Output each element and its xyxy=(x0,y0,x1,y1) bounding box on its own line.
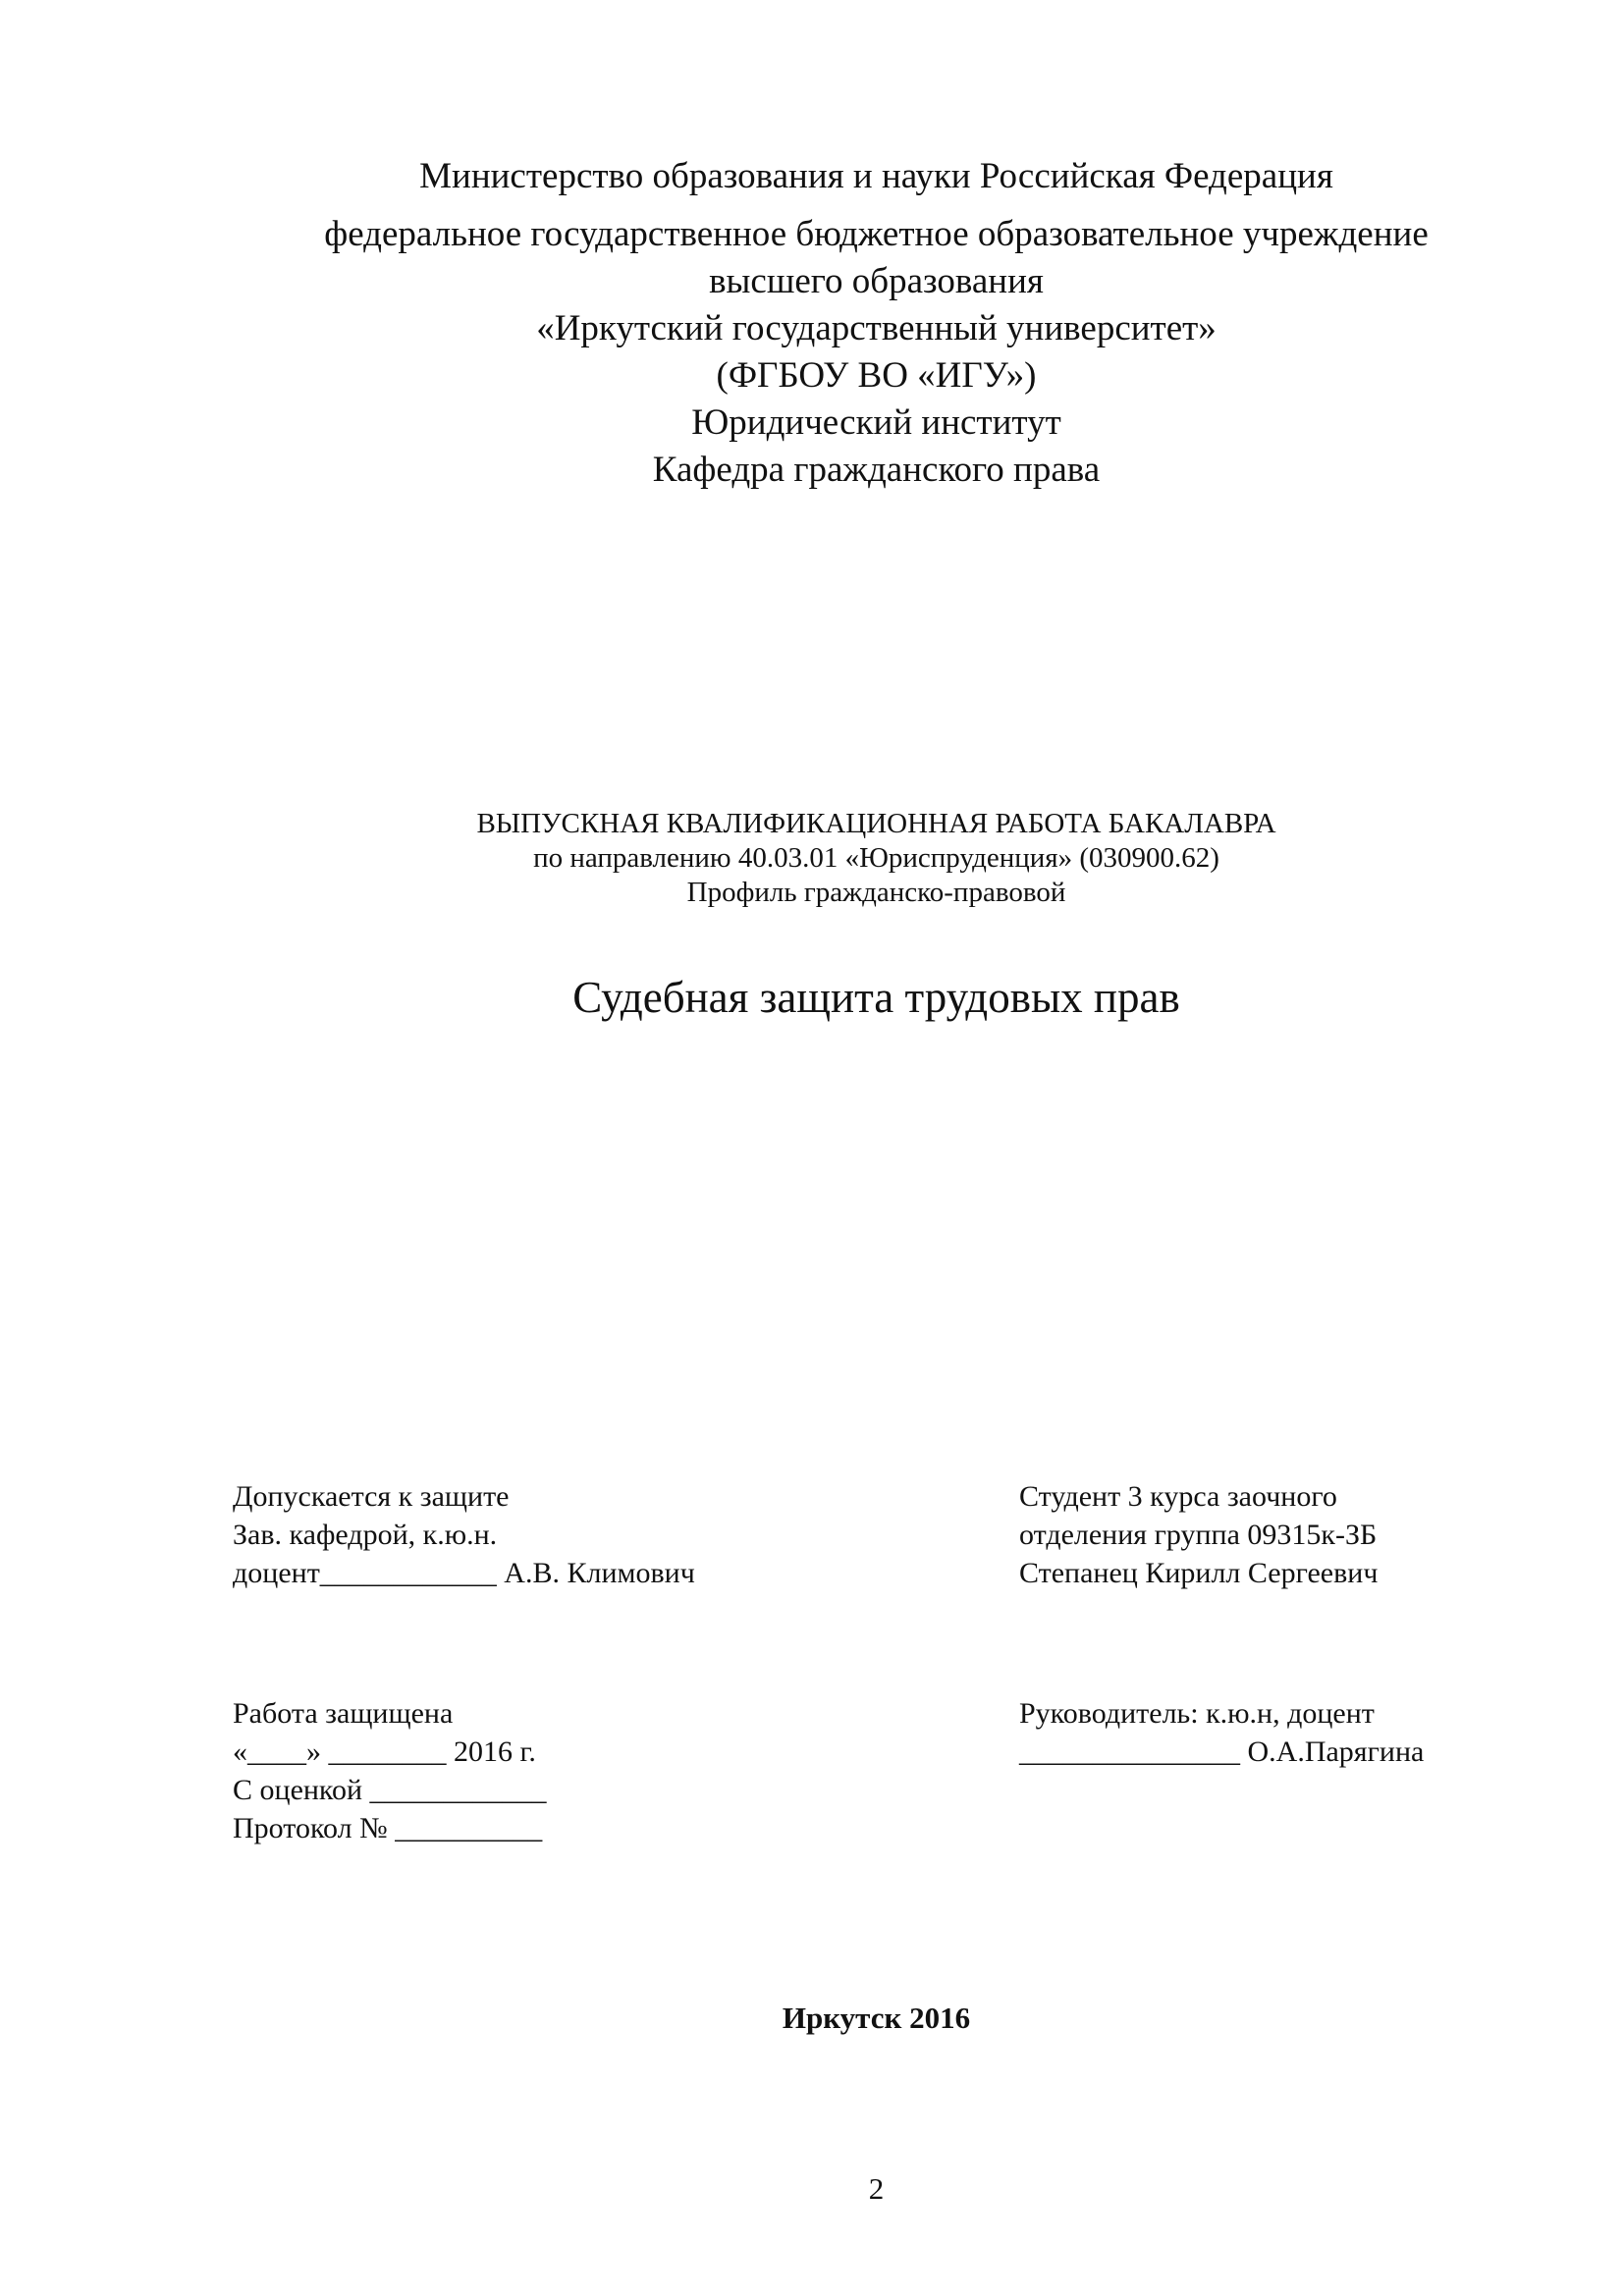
defense-block xyxy=(233,1694,547,1847)
supervisor-block xyxy=(1019,1694,1424,1771)
student-line: Студент 3 курса заочного xyxy=(1019,1480,1337,1513)
student-name: Степанец Кирилл Сергеевич xyxy=(1019,1557,1379,1589)
institution-line: федеральное государственное бюджетное образовательное учреждение xyxy=(324,214,1429,254)
student-block xyxy=(1019,1477,1378,1592)
admission-block xyxy=(233,1477,695,1592)
admission-line: Зав. кафедрой, к.ю.н. xyxy=(233,1519,498,1551)
city-year: Иркутск 2016 xyxy=(782,2001,971,2035)
student-line: отделения группа 09315к-ЗБ xyxy=(1019,1519,1378,1551)
supervisor-signature-line: _______________ О.А.Парягина xyxy=(1019,1735,1425,1768)
institute-name: Юридический институт xyxy=(691,402,1061,443)
university-name: «Иркутский государственный университет» xyxy=(536,308,1217,348)
page-number: 2 xyxy=(868,2171,885,2206)
defense-protocol-line: Протокол № __________ xyxy=(233,1812,543,1844)
work-direction: по направлению 40.03.01 «Юриспруденция» (030900.62) xyxy=(533,842,1219,874)
admission-signature-line: доцент____________ А.В. Климович xyxy=(233,1557,695,1589)
work-type: ВЫПУСКНАЯ КВАЛИФИКАЦИОННАЯ РАБОТА БАКАЛАВРА xyxy=(476,808,1276,839)
work-profile: Профиль гражданско-правовой xyxy=(686,877,1066,908)
supervisor-title: Руководитель: к.ю.н, доцент xyxy=(1019,1697,1375,1730)
department-name: Кафедра гражданского права xyxy=(652,450,1101,490)
defense-line: Работа защищена xyxy=(233,1697,454,1730)
thesis-title: Судебная защита трудовых прав xyxy=(572,973,1180,1022)
university-abbreviation: (ФГБОУ ВО «ИГУ») xyxy=(716,355,1037,396)
ministry-name: Министерство образования и науки Российская Федерация xyxy=(419,156,1333,196)
institution-block xyxy=(0,211,1623,494)
work-info xyxy=(0,807,1623,910)
admission-line: Допускается к защите xyxy=(233,1480,510,1513)
defense-grade-line: С оценкой ____________ xyxy=(233,1774,547,1806)
institution-line: высшего образования xyxy=(709,261,1044,301)
defense-date-line: «____» ________ 2016 г. xyxy=(233,1735,536,1768)
